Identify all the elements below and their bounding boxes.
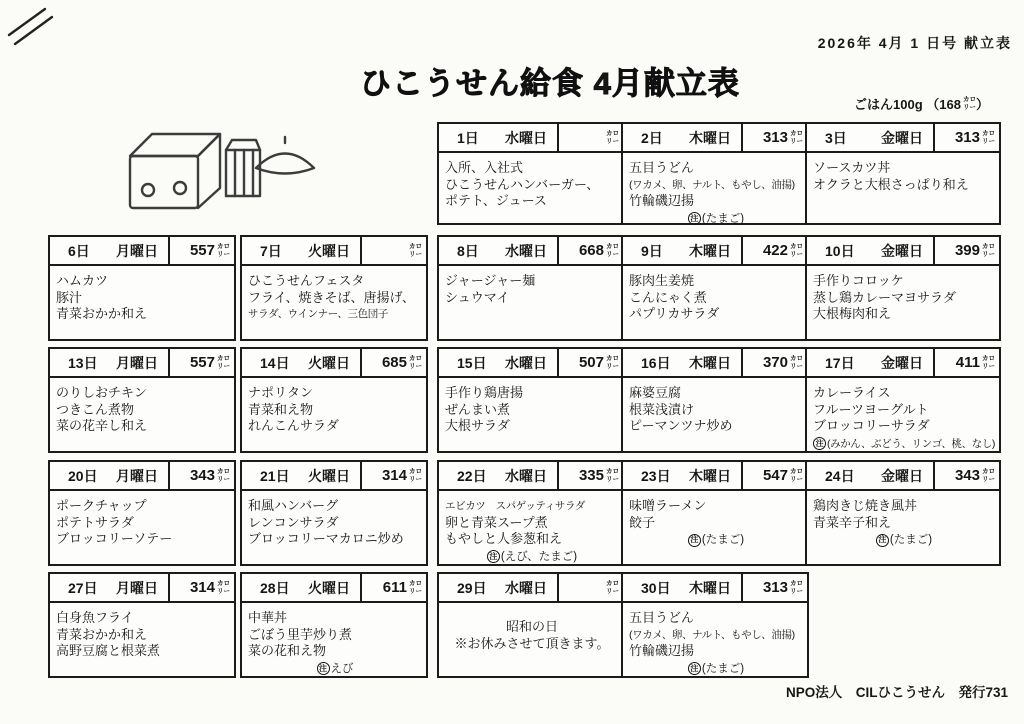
cell-header <box>807 462 999 491</box>
menu-line: もやしと人参葱和え <box>445 531 563 546</box>
weekday-label: 月曜日 <box>116 242 158 259</box>
menu-line: ※お休みさせて頂きます。 <box>454 635 610 651</box>
menu-line: 手作りコロッケ <box>813 273 904 288</box>
menu-line: 蒸し鶏カレーマヨサラダ <box>813 289 956 305</box>
menu-line: 麻婆豆腐 <box>629 385 682 400</box>
menu-line: ブロッコリーマカロニ炒め <box>248 531 404 546</box>
calorie-box <box>168 574 234 601</box>
calorie-box <box>557 462 623 489</box>
day-label: 29日 <box>457 579 487 596</box>
menu-line: 菜の花辛し和え <box>56 418 148 433</box>
calorie-box <box>360 349 426 376</box>
menu-line: ブロッコリーサラダ <box>813 418 930 433</box>
calorie-unit-icon: カロ リー <box>606 580 619 595</box>
menu-line: のりしおチキン <box>56 385 147 400</box>
menu-cell-28日 <box>240 572 428 678</box>
calorie-box <box>933 462 999 489</box>
menu-items <box>50 603 234 660</box>
calorie-box <box>557 349 623 376</box>
cell-header <box>439 462 623 491</box>
calorie-value: 313 <box>762 579 788 596</box>
cell-header <box>439 349 623 378</box>
menu-line: 青菜辛子和え <box>813 514 892 530</box>
menu-line: カレーライス <box>813 385 891 400</box>
weekday-label: 金曜日 <box>881 242 923 259</box>
menu-line: 入所、入社式 <box>445 160 524 175</box>
calorie-box <box>360 237 426 264</box>
day-label: 17日 <box>825 354 855 371</box>
cell-header <box>439 574 623 603</box>
calorie-box <box>933 349 999 376</box>
calorie-box <box>557 124 623 151</box>
day-weekday <box>807 462 933 489</box>
day-weekday <box>50 237 168 264</box>
cell-header <box>623 237 807 266</box>
weekday-label: 水曜日 <box>505 242 547 259</box>
calorie-value: 685 <box>381 354 407 371</box>
day-weekday <box>623 124 741 151</box>
day-label: 20日 <box>68 467 98 484</box>
calorie-unit-icon: カロ リー <box>606 468 619 483</box>
menu-items <box>807 491 999 549</box>
day-weekday <box>242 462 360 489</box>
menu-line: れんこんサラダ <box>248 418 339 433</box>
menu-line: ポークチャップ <box>56 498 147 513</box>
menu-line: 白身魚フライ <box>56 610 134 625</box>
day-label: 8日 <box>457 242 479 259</box>
cell-header <box>439 237 623 266</box>
calorie-value: 611 <box>382 579 407 596</box>
menu-line: 餃子 <box>629 514 656 530</box>
menu-line: (ワカメ、卵、ナルト、もやし、油揚) <box>629 178 795 191</box>
menu-cell-1日 <box>437 122 625 225</box>
allergy-note <box>629 661 803 678</box>
allergy-note-text: (たまご) <box>889 534 933 546</box>
day-label: 30日 <box>641 579 671 596</box>
weekday-label: 月曜日 <box>116 354 158 371</box>
weekday-label: 金曜日 <box>881 129 923 146</box>
day-weekday <box>50 349 168 376</box>
note-circle-icon: 注 <box>813 437 826 450</box>
day-weekday <box>50 574 168 601</box>
calorie-box <box>360 462 426 489</box>
menu-items <box>50 266 234 323</box>
weekday-label: 水曜日 <box>505 354 547 371</box>
menu-items <box>242 378 426 435</box>
menu-cell-16日 <box>621 347 809 453</box>
menu-cell-2日 <box>621 122 809 225</box>
menu-cell-14日 <box>240 347 428 453</box>
day-label: 7日 <box>260 242 282 259</box>
cell-header <box>50 349 234 378</box>
menu-line: パプリカサラダ <box>629 306 720 321</box>
menu-items <box>439 153 623 210</box>
menu-line: 味噌ラーメン <box>629 498 707 513</box>
day-weekday <box>807 124 933 151</box>
calorie-box <box>741 574 807 601</box>
menu-line: (ワカメ、卵、ナルト、もやし、油揚) <box>629 628 795 641</box>
menu-line: シュウマイ <box>445 289 510 305</box>
rice-calorie-note: ごはん100g （168 カロ リー ） <box>854 96 989 112</box>
weekday-label: 木曜日 <box>689 467 731 484</box>
calorie-unit-icon: カロ リー <box>409 468 422 483</box>
cell-header <box>807 349 999 378</box>
menu-line: エビカツ スパゲッティサラダ <box>445 500 586 512</box>
page-title: ひこうせん給食 4月献立表 <box>360 66 740 101</box>
weekday-label: 木曜日 <box>689 242 731 259</box>
allergy-note-text: (たまご) <box>701 662 745 675</box>
weekday-label: 金曜日 <box>881 467 923 484</box>
menu-line: ナポリタン <box>248 385 314 400</box>
cell-header <box>50 462 234 491</box>
calorie-unit-icon: カロ リー <box>790 243 803 258</box>
calorie-unit-icon: カロ リー <box>606 243 619 258</box>
calorie-unit-icon: カロ リー <box>217 580 230 595</box>
menu-line: フライ、焼きそば、唐揚げ、 <box>248 289 415 305</box>
allergy-note <box>629 532 803 549</box>
menu-line: 青菜おかか和え <box>56 306 148 321</box>
menu-items <box>807 378 999 452</box>
day-label: 23日 <box>641 467 671 484</box>
cell-header <box>807 237 999 266</box>
menu-items <box>50 491 234 548</box>
menu-line: ブロッコリーソテー <box>56 531 173 546</box>
menu-line: 根菜浅漬け <box>629 401 695 417</box>
calorie-unit-icon: カロ リー <box>217 355 230 370</box>
calorie-unit-icon: カロ リー <box>982 243 995 258</box>
day-label: 10日 <box>825 242 855 259</box>
cell-header <box>623 349 807 378</box>
calorie-box <box>168 462 234 489</box>
calorie-unit-icon: カロ リー <box>217 243 230 258</box>
menu-cell-7日 <box>240 235 428 341</box>
calorie-value: 507 <box>578 354 604 371</box>
calorie-unit-icon: カロ リー <box>217 468 230 483</box>
menu-line: 竹輪磯辺揚 <box>629 643 695 658</box>
day-weekday <box>623 237 741 264</box>
calorie-unit-icon: カロ リー <box>982 468 995 483</box>
calorie-box <box>741 462 807 489</box>
day-label: 1日 <box>457 129 479 146</box>
calorie-value: 399 <box>954 242 980 259</box>
note-circle-icon: 注 <box>688 662 701 675</box>
allergy-note <box>813 532 995 549</box>
calorie-box <box>741 124 807 151</box>
calorie-unit-icon: カロ リー <box>606 130 619 145</box>
day-weekday <box>50 462 168 489</box>
beret-doodle <box>250 135 320 180</box>
pen-scribble-artifact <box>5 3 57 49</box>
calorie-box <box>741 349 807 376</box>
allergy-note <box>629 211 803 228</box>
weekday-label: 水曜日 <box>505 467 547 484</box>
calorie-value: 411 <box>955 354 980 371</box>
menu-cell-15日 <box>437 347 625 453</box>
calorie-unit-icon: カロ リー <box>606 355 619 370</box>
menu-line: ポテト、ジュース <box>445 193 547 208</box>
day-weekday <box>242 574 360 601</box>
cell-header <box>623 124 807 153</box>
day-weekday <box>439 237 557 264</box>
cell-header <box>242 574 426 603</box>
calorie-unit-icon: カロ リー <box>982 130 995 145</box>
menu-cell-22日 <box>437 460 625 566</box>
menu-line: つきこん煮物 <box>56 401 135 417</box>
menu-cell-9日 <box>621 235 809 341</box>
menu-line: 中華丼 <box>248 610 288 625</box>
day-label: 27日 <box>68 579 98 596</box>
calorie-unit-icon: カロ リー <box>790 580 803 595</box>
calorie-value: 668 <box>578 242 604 259</box>
calorie-box <box>933 124 999 151</box>
menu-line: 豚肉生姜焼 <box>629 273 695 288</box>
menu-cell-13日 <box>48 347 236 453</box>
weekday-label: 水曜日 <box>505 579 547 596</box>
calorie-unit-icon: カロ リー <box>409 243 422 258</box>
calorie-box <box>168 349 234 376</box>
cell-header <box>242 349 426 378</box>
menu-line: 和風ハンバーグ <box>248 498 339 513</box>
cell-header <box>623 574 807 603</box>
menu-items <box>623 491 807 549</box>
weekday-label: 金曜日 <box>881 354 923 371</box>
menu-cell-20日 <box>48 460 236 566</box>
weekday-label: 木曜日 <box>689 129 731 146</box>
weekday-label: 木曜日 <box>689 579 731 596</box>
calorie-unit-icon: カロ リー <box>790 130 803 145</box>
day-weekday <box>439 462 557 489</box>
menu-line: 大根サラダ <box>445 418 510 433</box>
menu-items <box>623 378 807 435</box>
menu-line: ピーマンツナ炒め <box>629 418 733 433</box>
calorie-box <box>168 237 234 264</box>
allergy-note-text: (たまご) <box>701 534 745 546</box>
menu-line: オクラと大根さっぱり和え <box>813 176 969 192</box>
menu-cell-23日 <box>621 460 809 566</box>
publisher-line: NPO法人 CILひこうせん 発行731 <box>786 685 1009 700</box>
day-weekday <box>242 237 360 264</box>
menu-line: ごぼう里芋炒り煮 <box>248 626 353 642</box>
menu-items <box>242 266 426 323</box>
menu-line: 五目うどん <box>629 160 695 175</box>
day-weekday <box>807 237 933 264</box>
weekday-label: 木曜日 <box>689 354 731 371</box>
calorie-value: 547 <box>762 467 788 484</box>
cell-header <box>242 237 426 266</box>
calorie-value: 557 <box>189 242 215 259</box>
calorie-value: 314 <box>381 467 407 484</box>
calorie-value: 343 <box>189 467 215 484</box>
menu-line: 卵と青菜スープ煮 <box>445 514 548 530</box>
cell-header <box>242 462 426 491</box>
day-label: 6日 <box>68 242 90 259</box>
weekday-label: 火曜日 <box>308 579 350 596</box>
menu-line: ジャージャー麺 <box>445 273 536 288</box>
menu-items <box>439 378 623 435</box>
calorie-box <box>741 237 807 264</box>
menu-line: 手作り鶏唐揚 <box>445 385 524 400</box>
menu-line: 五目うどん <box>629 610 695 625</box>
weekday-label: 火曜日 <box>308 354 350 371</box>
day-weekday <box>623 574 741 601</box>
day-label: 16日 <box>641 354 671 371</box>
weekday-label: 月曜日 <box>116 467 158 484</box>
cell-header <box>439 124 623 153</box>
calorie-box <box>360 574 426 601</box>
menu-items <box>623 153 807 227</box>
allergy-note-text: えび <box>330 662 354 675</box>
menu-line: こんにゃく煮 <box>629 289 707 305</box>
allergy-note-text: (たまご) <box>701 212 745 225</box>
cell-header <box>807 124 999 153</box>
note-circle-icon: 注 <box>688 534 701 547</box>
weekday-label: 月曜日 <box>116 579 158 596</box>
day-label: 24日 <box>825 467 855 484</box>
menu-cell-3日 <box>805 122 1001 225</box>
menu-cell-24日 <box>805 460 1001 566</box>
menu-items <box>807 153 999 193</box>
menu-items <box>50 378 234 435</box>
menu-line: ソースカツ丼 <box>813 160 891 175</box>
calorie-value: 557 <box>189 354 215 371</box>
calorie-value: 313 <box>762 129 788 146</box>
menu-line: 高野豆腐と根菜煮 <box>56 643 161 658</box>
allergy-note <box>445 549 619 566</box>
day-weekday <box>439 574 557 601</box>
menu-items <box>242 491 426 548</box>
menu-line: ポテトサラダ <box>56 514 134 530</box>
cell-header <box>623 462 807 491</box>
calorie-value: 343 <box>954 467 980 484</box>
day-weekday <box>623 462 741 489</box>
menu-cell-27日 <box>48 572 236 678</box>
allergy-note-text: (えび、たまご) <box>500 550 578 563</box>
menu-line: レンコンサラダ <box>248 514 339 530</box>
menu-cell-17日 <box>805 347 1001 453</box>
cell-header <box>50 574 234 603</box>
menu-line: 菜の花和え物 <box>248 643 327 658</box>
note-circle-icon: 注 <box>688 212 701 225</box>
calorie-value: 335 <box>578 467 604 484</box>
day-label: 14日 <box>260 354 290 371</box>
day-weekday <box>242 349 360 376</box>
calorie-unit-icon: カロ リー <box>790 355 803 370</box>
menu-items <box>623 603 807 677</box>
menu-cell-10日 <box>805 235 1001 341</box>
menu-cell-21日 <box>240 460 428 566</box>
menu-items <box>439 491 623 565</box>
menu-line: 鶏肉きじ焼き風丼 <box>813 498 918 513</box>
menu-line: フルーツヨーグルト <box>813 401 929 417</box>
menu-items <box>439 603 623 652</box>
calorie-box <box>557 237 623 264</box>
menu-cell-30日 <box>621 572 809 678</box>
menu-line: 豚汁 <box>56 289 83 305</box>
menu-cell-8日 <box>437 235 625 341</box>
menu-cell-29日 <box>437 572 625 678</box>
menu-line: サラダ、ウインナー、三色団子 <box>248 308 388 320</box>
note-circle-icon: 注 <box>487 550 500 563</box>
weekday-label: 火曜日 <box>308 242 350 259</box>
day-weekday <box>439 124 557 151</box>
day-label: 22日 <box>457 467 487 484</box>
menu-line: ぜんまい煮 <box>445 401 511 417</box>
day-weekday <box>439 349 557 376</box>
menu-line: 大根梅肉和え <box>813 306 892 321</box>
menu-line: 昭和の日 <box>505 619 558 634</box>
day-weekday <box>623 349 741 376</box>
menu-items <box>242 603 426 677</box>
day-weekday <box>807 349 933 376</box>
menu-line: ひこうせんハンバーガー、 <box>445 176 600 192</box>
calorie-unit-icon: カロ リー <box>962 96 976 111</box>
menu-cell-6日 <box>48 235 236 341</box>
calorie-unit-icon: カロ リー <box>790 468 803 483</box>
menu-items <box>439 266 623 306</box>
calorie-box <box>933 237 999 264</box>
allergy-note-text: (みかん、ぶどう、リンゴ、桃、なし) <box>827 437 996 450</box>
calorie-unit-icon: カロ リー <box>982 355 995 370</box>
menu-line: 竹輪磯辺揚 <box>629 193 695 208</box>
issue-date-line: 2026年 4月 1 日号 献立表 <box>817 35 1012 51</box>
day-label: 21日 <box>260 467 290 484</box>
calorie-value: 370 <box>762 354 788 371</box>
menu-line: 青菜おかか和え <box>56 626 148 642</box>
calorie-value: 422 <box>762 242 788 259</box>
menu-line: ひこうせんフェスタ <box>248 273 365 288</box>
day-label: 3日 <box>825 129 847 146</box>
note-circle-icon: 注 <box>876 534 889 547</box>
day-label: 28日 <box>260 579 290 596</box>
allergy-note <box>248 661 422 678</box>
menu-line: ハムカツ <box>56 273 109 288</box>
menu-items <box>623 266 807 323</box>
calorie-value: 314 <box>189 579 215 596</box>
day-label: 2日 <box>641 129 663 146</box>
calorie-unit-icon: カロ リー <box>409 580 422 595</box>
calorie-unit-icon: カロ リー <box>409 355 422 370</box>
weekday-label: 水曜日 <box>505 129 547 146</box>
menu-line: 青菜和え物 <box>248 401 314 417</box>
note-circle-icon: 注 <box>317 662 330 675</box>
day-label: 9日 <box>641 242 663 259</box>
cell-header <box>50 237 234 266</box>
calorie-box <box>557 574 623 601</box>
calorie-value: 313 <box>954 129 980 146</box>
menu-items <box>807 266 999 323</box>
day-label: 13日 <box>68 354 98 371</box>
weekday-label: 火曜日 <box>308 467 350 484</box>
allergy-note <box>813 436 995 453</box>
day-label: 15日 <box>457 354 487 371</box>
